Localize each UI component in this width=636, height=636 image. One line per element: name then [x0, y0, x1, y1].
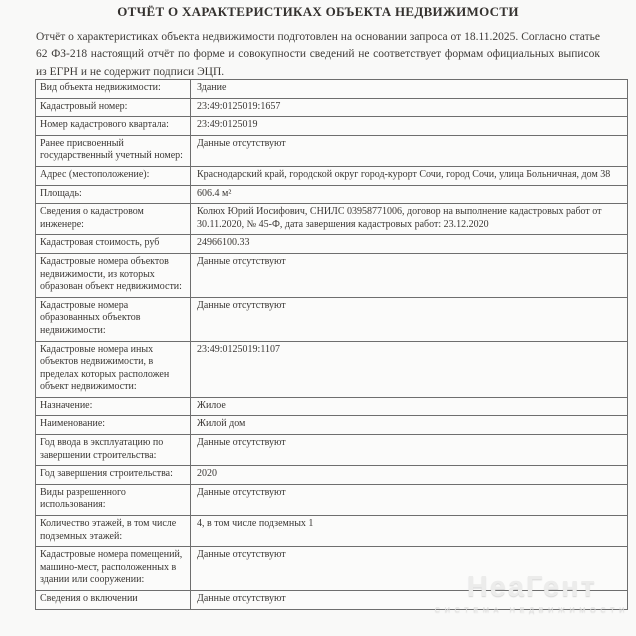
table-row [36, 167, 627, 186]
row-value: Жилое [197, 399, 226, 411]
table-row [36, 398, 627, 417]
row-value: Краснодарский край, городской округ город-курорт Сочи, город Сочи, улица Больничная, дом 38 [197, 168, 611, 180]
table-row [36, 298, 627, 342]
row-value: 23:49:0125019:1657 [197, 100, 281, 112]
row-value: Данные отсутствуют [197, 299, 286, 311]
row-label: Кадастровая стоимость, руб [36, 235, 191, 253]
table-row [36, 516, 627, 547]
intro-paragraph: Отчёт о характеристиках объекта недвижимости подготовлен на основании запроса от 18.11.2025. Согласно статье 62 ФЗ-218 настоящий отчёт по форме и совокупности сведений не соответствует формам официальных выписок из ЕГРН и не содержит подписи ЭЦП. [36, 31, 600, 78]
row-label: Год ввода в эксплуатацию по завершении строительства: [36, 435, 191, 465]
row-label: Кадастровые номера объектов недвижимости, из которых образован объект недвижимости: [36, 254, 191, 297]
row-value: 606.4 м² [197, 187, 232, 199]
row-value: 2020 [197, 468, 217, 480]
table-row [36, 485, 627, 516]
row-value: Данные отсутствуют [197, 593, 286, 604]
row-label: Площадь: [36, 186, 191, 204]
table-row [36, 186, 627, 205]
row-value: 24966100.33 [197, 237, 250, 249]
row-label: Вид объекта недвижимости: [36, 80, 191, 98]
row-label: Сведения о включении [36, 591, 191, 609]
row-label: Кадастровые номера иных объектов недвижимости, в пределах которых расположен объект недвижимости: [36, 342, 191, 397]
table-row [36, 235, 627, 254]
table-row [36, 591, 627, 610]
table-row [36, 80, 627, 99]
row-value: 4, в том числе подземных 1 [197, 518, 314, 530]
table-row [36, 99, 627, 118]
table-row [36, 435, 627, 466]
row-value: 23:49:0125019 [197, 119, 258, 131]
table-row [36, 416, 627, 435]
watermark-brand-text: НеаГент [466, 571, 597, 603]
table-row [36, 136, 627, 167]
table-row [36, 342, 627, 398]
table-row [36, 547, 627, 591]
row-label: Год завершения строительства: [36, 466, 191, 484]
row-label: Кадастровый номер: [36, 99, 191, 117]
row-label: Адрес (местоположение): [36, 167, 191, 185]
row-value: 23:49:0125019:1107 [197, 343, 280, 355]
row-label: Сведения о кадастровом инженере: [36, 204, 191, 234]
row-label: Кадастровые номера образованных объектов недвижимости: [36, 298, 191, 341]
row-value: Данные отсутствуют [197, 255, 286, 267]
property-characteristics-table [35, 79, 628, 610]
table-row [36, 204, 627, 235]
row-value: Данные отсутствуют [197, 437, 286, 449]
table-row [36, 466, 627, 485]
row-label: Назначение: [36, 398, 191, 416]
row-value: Колюх Юрий Иосифович, СНИЛС 03958771006, договор на выполнение кадастровых работ от 30.11.2020, № 45-Ф, дата завершения кадастровых работ: 23.12.2020 [197, 206, 602, 230]
row-label: Виды разрешенного использования: [36, 485, 191, 515]
row-value: Данные отсутствуют [197, 486, 286, 498]
row-value: Данные отсутствуют [197, 549, 286, 561]
row-label: Количество этажей, в том числе подземных этажей: [36, 516, 191, 546]
row-label: Ранее присвоенный государственный учетный номер: [36, 136, 191, 166]
row-value: Жилой дом [197, 418, 246, 430]
row-label: Наименование: [36, 416, 191, 434]
row-value: Здание [197, 82, 227, 93]
table-row [36, 117, 627, 136]
row-label: Номер кадастрового квартала: [36, 117, 191, 135]
watermark-tagline-text: СИСТЕМА НЕДВИЖИМОСТИ [434, 605, 629, 614]
row-label: Кадастровые номера помещений, машино-мест, расположенных в здании или сооружении: [36, 547, 191, 590]
page-title: ОТЧЁТ О ХАРАКТЕРИСТИКАХ ОБЪЕКТА НЕДВИЖИМОСТИ [117, 4, 519, 19]
table-row [36, 254, 627, 298]
row-value: Данные отсутствуют [197, 137, 286, 149]
